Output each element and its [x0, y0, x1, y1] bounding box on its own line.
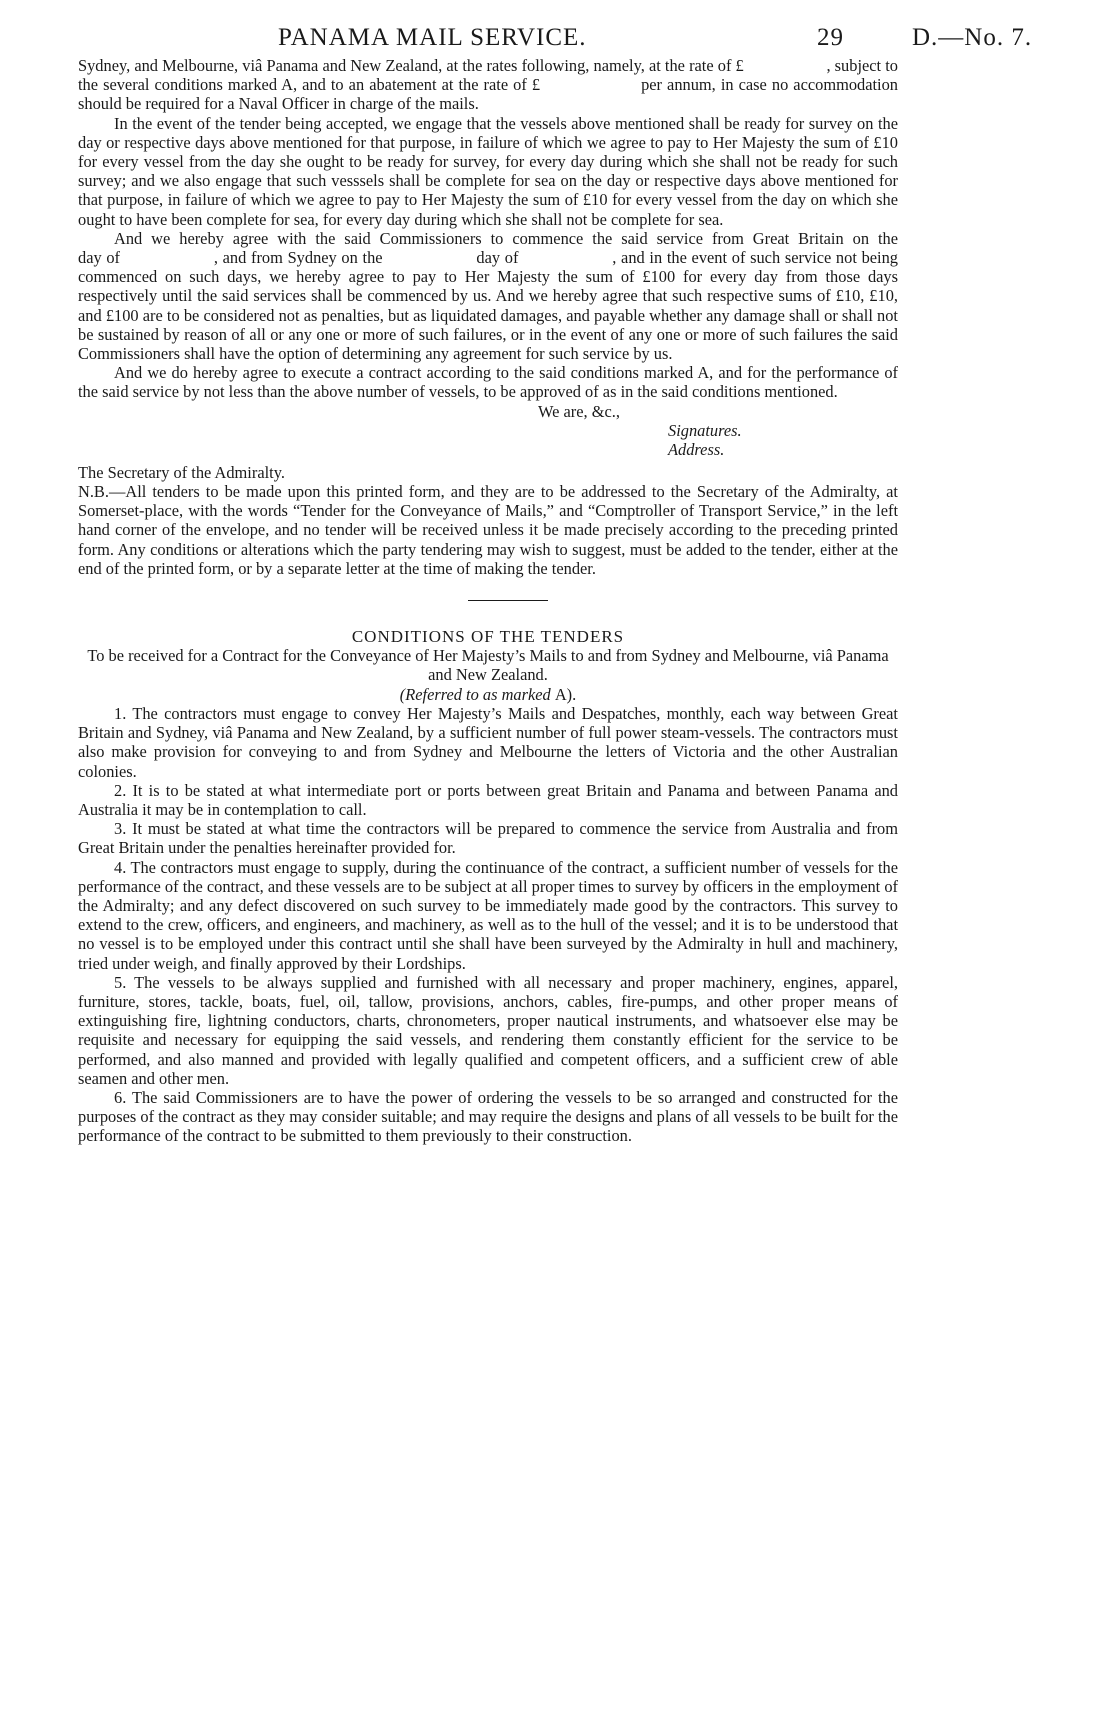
- page-number: 29: [817, 24, 844, 51]
- condition-item: 3. It must be stated at what time the contractors will be prepared to commence the service from Australia and from Great Britain under the penalties hereinafter provided for.: [78, 819, 898, 858]
- signature-block: [78, 421, 898, 463]
- running-title: PANAMA MAIL SERVICE.: [278, 24, 587, 51]
- section-divider: [468, 600, 548, 601]
- address-label: Address.: [668, 439, 725, 459]
- closing-line: [78, 402, 898, 421]
- conditions-title: CONDITIONS OF THE TENDERS: [351, 627, 625, 647]
- marked-suffix: ).: [566, 684, 577, 704]
- condition-item: 6. The said Commissioners are to have the power of ordering the vessels to be so arranged and constructed for the purposes of the contract as they may consider suitable; and may require the designs and plans of all vessels to be built for the performance of the contract to be submitted to them previously to their construction.: [78, 1087, 898, 1146]
- paragraph-commencement: And we hereby agree with the said Commissioners to commence the said service from Great Britain on the day of , and from Sydney on the day of , and in the event of such service not being commenced on such days, we hereby agree to pay to Her Majesty the sum of £100 for every day from those days respectively until the said services shall be commenced by us. And we hereby agree that such respective sums of £10, £10, and £100 are to be considered not as penalties, but as liquidated damages, and payable whether any damage shall or shall not be sustained by reason of all or any one or more of such failures, or in the event of any one or more of such failures the said Commissioners shall have the option of determining any agreement for such service by us.: [78, 228, 980, 364]
- nota-bene: N.B.—All tenders to be made upon this printed form, and they are to be addressed to the Secretary of the Admiralty, at Somerset-place, with the words “Tender for the Conveyance of Mails,” and “Comptroller of Transport Service,” in the left hand corner of the envelope, and no tender will be received unless it be made precisely according to the preceding printed form. Any conditions or alterations which the party tendering may wish to suggest, must be added to the tender, either at the end of the printed form, or by a separate letter at the time of making the tender.: [78, 482, 898, 578]
- marked-prefix: (Referred to as marked: [399, 684, 555, 704]
- condition-item: 2. It is to be stated at what intermediate port or ports between great Britain and Panama and between Panama and Australia it may be in contemplation to call.: [78, 780, 898, 819]
- conditions-marked-note: [78, 685, 898, 704]
- condition-item: 4. The contractors must engage to supply, during the continuance of the contract, a sufficient number of vessels for the performance of the contract, and these vessels are to be subject at all proper times to survey by officers in the employment of the Admiralty; and any defect discovered on such survey to be immediately made good by the contractors. This survey to extend to the crew, officers, and engineers, and machinery, as well as to the hull of the vessel; and it is to be understood that no vessel is to be employed under this contract until she shall have been surveyed by the Admiralty in hull and machinery, tried under weigh, and finally approved by their Lordships.: [78, 857, 898, 973]
- paragraph-rates: Sydney, and Melbourne, viâ Panama and New Zealand, at the rates following, namely, at the rate of £ , subject to the several conditions marked A, and to an abatement at the rate of £ per annum, in case no accommodation should be required for a Naval Officer in charge of the mails.: [78, 56, 903, 114]
- document-body: [78, 56, 980, 1146]
- condition-item: 5. The vessels to be always supplied and furnished with all necessary and proper machinery, engines, apparel, furniture, stores, tackle, boats, fuel, oil, tallow, provisions, anchors, cables, fire-pumps, and other proper means of extinguishing fire, lightning conductors, charts, chronometers, proper nautical instruments, and whatsoever else may be requisite and necessary for equipping the said vessels, and rendering them constantly efficient for the service to be performed, and also manned and provided with legally qualified and competent officers, and a sufficient crew of able seamen and other men.: [78, 972, 898, 1088]
- condition-item: 1. The contractors must engage to convey Her Majesty’s Mails and Despatches, monthly, each way between Great Britain and Sydney, viâ Panama and New Zealand, by a sufficient number of full power steam-vessels. The contractors must also make provision for conveying to and from Sydney and Melbourne the letters of Victoria and the other Australian colonies.: [78, 703, 898, 781]
- running-head: [78, 18, 1054, 56]
- recipient-line: The Secretary of the Admiralty.: [78, 462, 285, 482]
- document-page: [78, 18, 1054, 1146]
- document-reference: D.—No. 7.: [912, 24, 1033, 51]
- marked-letter: A: [554, 684, 567, 704]
- closing-we-are: We are, &c.,: [538, 401, 620, 421]
- paragraph-survey: In the event of the tender being accepted, we engage that the vessels above mentioned shall be ready for survey on the day or respective days above mentioned for that purpose, in failure of which we agree to pay to Her Majesty the sum of £10 for every vessel from the day she ought to be ready for survey, for every day during which she shall not be ready for such survey; and we also engage that such vesssels shall be complete for sea on the day or respective days above mentioned for that purpose, in failure of which we agree to pay to Her Majesty the sum of £10 for every vessel from the day on which she ought to have been complete for sea, for every day during which she shall not be complete for sea.: [78, 113, 898, 229]
- conditions-subtitle: To be received for a Contract for the Conveyance of Her Majesty’s Mails to and from Sydney and Melbourne, viâ Panama and New Zealand.: [87, 646, 889, 685]
- signatures-label: Signatures.: [668, 420, 742, 440]
- paragraph-contract: And we do hereby agree to execute a contract according to the said conditions marked A, and for the performance of the said service by not less than the above number of vessels, to be approved of as in the said conditions mentioned.: [78, 363, 898, 402]
